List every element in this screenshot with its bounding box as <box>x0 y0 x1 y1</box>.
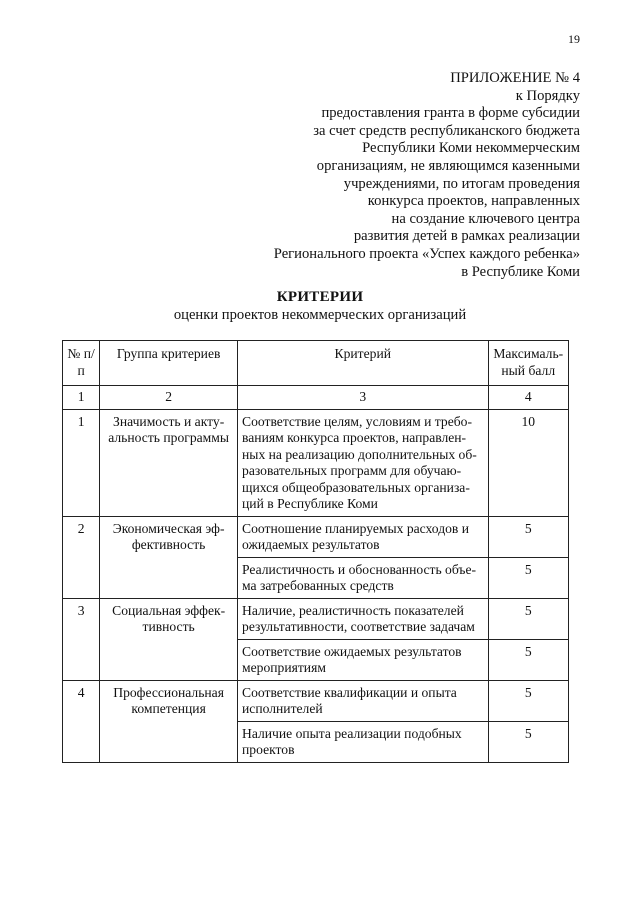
row-number: 3 <box>63 598 100 680</box>
index-cell: 4 <box>488 386 568 410</box>
criterion-text: Реалистичность и обоснованность объе-ма затребованных средств <box>238 557 488 598</box>
table-row <box>63 680 569 721</box>
criterion-score: 5 <box>488 639 568 680</box>
row-number: 2 <box>63 516 100 598</box>
heading-subtitle: оценки проектов некоммерческих организаций <box>173 307 467 323</box>
appendix-line: учреждениями, по итогам проведения <box>343 175 580 192</box>
criterion-score: 5 <box>488 557 568 598</box>
appendix-line: в Республике Коми <box>461 263 580 280</box>
criterion-text: Наличие, реалистичность показателей результативности, соответствие задачам <box>238 598 488 639</box>
criteria-group: Экономическая эф-фективность <box>100 516 238 598</box>
appendix-line: Республики Коми некоммерческим <box>362 140 580 157</box>
criteria-table <box>62 340 569 763</box>
criterion-score: 5 <box>488 598 568 639</box>
criteria-group: Значимость и акту-альность программы <box>100 409 238 516</box>
table-header-row <box>63 341 569 386</box>
row-number: 1 <box>63 409 100 516</box>
criterion-score: 10 <box>488 409 568 516</box>
heading-title: КРИТЕРИИ <box>276 289 364 305</box>
criterion-text: Соответствие ожидаемых результатов мероприятиям <box>238 639 488 680</box>
appendix-line: развития детей в рамках реализации <box>353 228 580 245</box>
appendix-line: на создание ключевого центра <box>391 210 580 227</box>
appendix-line: к Порядку <box>515 87 580 104</box>
row-number: 4 <box>63 680 100 762</box>
criteria-group: Социальная эффек-тивность <box>100 598 238 680</box>
index-cell: 3 <box>238 386 488 410</box>
criterion-text: Наличие опыта реализации подобных проектов <box>238 721 488 762</box>
table-row <box>63 598 569 639</box>
table-row <box>63 516 569 557</box>
header-number: № п/п <box>63 341 100 386</box>
criterion-score: 5 <box>488 721 568 762</box>
criteria-group: Профессиональная компетенция <box>100 680 238 762</box>
appendix-line: предоставления гранта в форме субсидии <box>321 105 580 122</box>
index-cell: 2 <box>100 386 238 410</box>
header-max-score: Максималь-ный балл <box>488 341 568 386</box>
criterion-text: Соответствие квалификации и опыта исполнителей <box>238 680 488 721</box>
header-group: Группа критериев <box>100 341 238 386</box>
page-number: 19 <box>568 32 580 46</box>
appendix-line: Регионального проекта «Успех каждого ребенка» <box>273 245 580 262</box>
table-index-row <box>63 386 569 410</box>
appendix-line: за счет средств республиканского бюджета <box>313 122 580 139</box>
criterion-score: 5 <box>488 680 568 721</box>
appendix-line: конкурса проектов, направленных <box>367 193 580 210</box>
header-criterion: Критерий <box>238 341 488 386</box>
appendix-line: организациям, не являющимся казенными <box>316 157 580 174</box>
appendix-line: ПРИЛОЖЕНИЕ № 4 <box>450 70 580 86</box>
appendix-header <box>160 70 580 281</box>
index-cell: 1 <box>63 386 100 410</box>
criterion-score: 5 <box>488 516 568 557</box>
criterion-text: Соответствие целям, условиям и требо-ваниям конкурса проектов, направлен-ных на реализацию дополнительных об-разовательных программ для обучаю-щихся общеобразовательных организа-ций в Республике Коми <box>238 409 488 516</box>
criterion-text: Соотношение планируемых расходов и ожидаемых результатов <box>238 516 488 557</box>
table-row <box>63 409 569 516</box>
document-heading <box>0 288 640 324</box>
